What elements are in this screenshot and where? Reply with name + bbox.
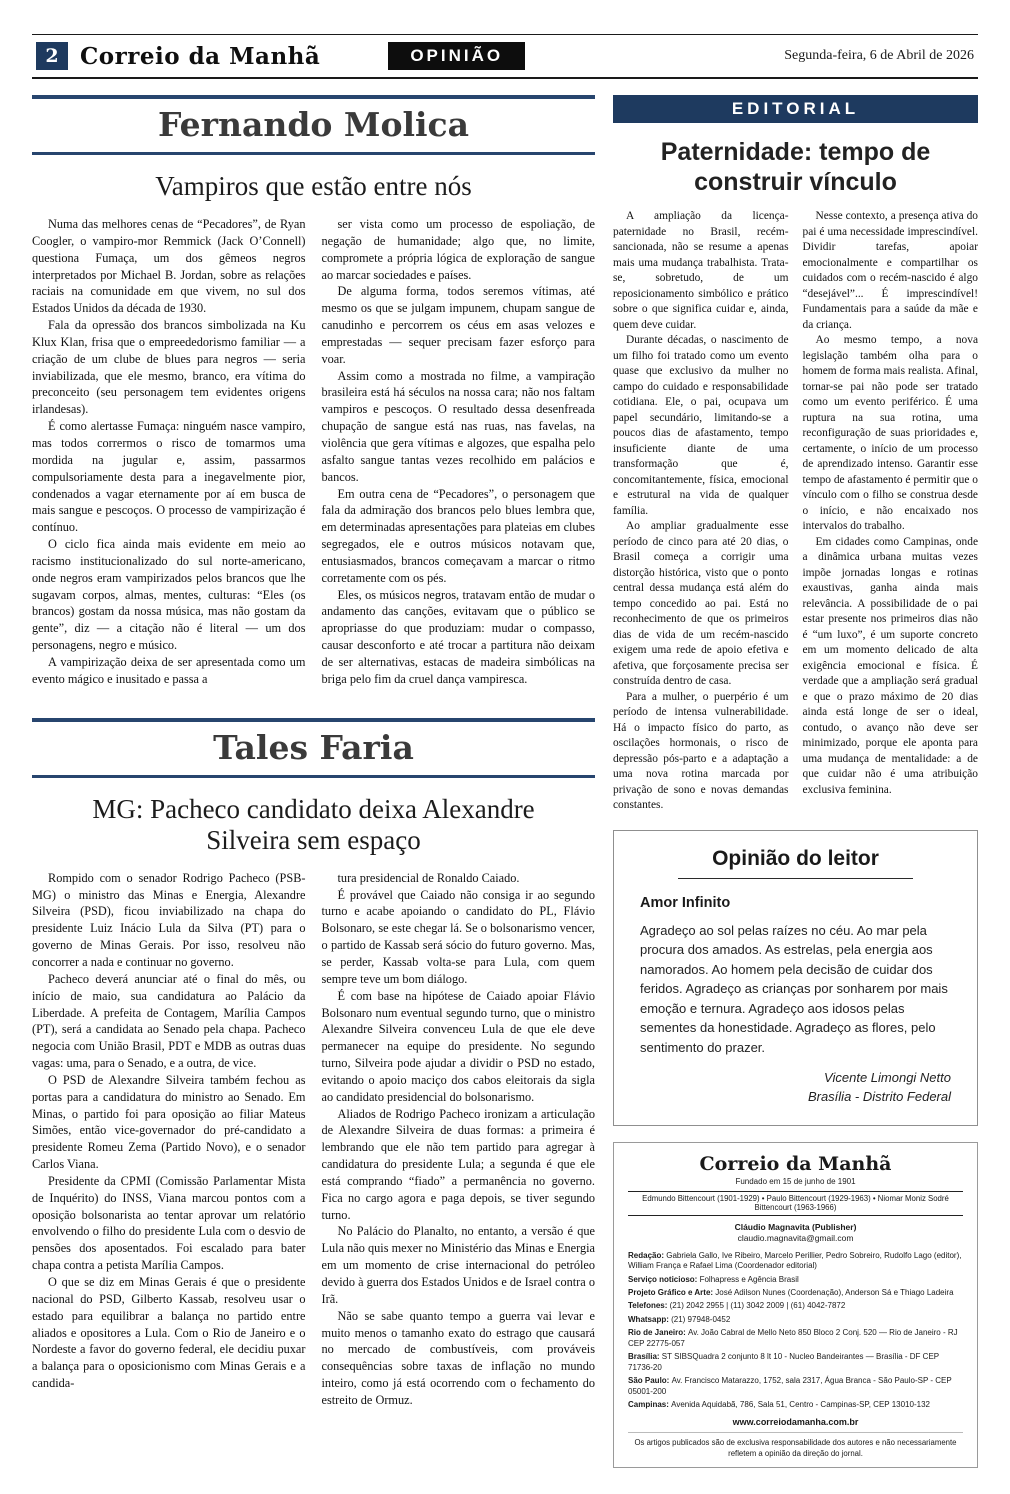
editorial-column-1 [613, 209, 789, 814]
paragraph: É como alertasse Fumaça: ninguém nasce vampiro, mas todos corrermos o risco de tomarmos uma mordida na jugular e, assim, passarmos compulsoriamente desta para a inegavelmente pior, condenados a vagar eternamente por aí em busca de mais sangue e pescoços. O processo de vampirização é contínuo. [32, 419, 306, 535]
masthead-box [613, 1142, 978, 1468]
editorial-body [613, 209, 978, 814]
paragraph: Assim como a mostrada no filme, a vampiração brasileira está há séculos na nossa cara; não nos faltam vampiros e pescoços. O resultado dessa desenfreada chupação de sangue está nas ruas, nas favelas, na violência que gera vítimas e algozes, que espalha pelo asfalto sangue tantas vezes recolhido em palácios e bancos. [321, 368, 595, 484]
masthead-info [628, 1251, 963, 1411]
editorial-title: Paternidade: tempo de construir vínculo [660, 138, 931, 196]
paragraph: Durante décadas, o nascimento de um filho foi tratado como um evento quase que exclusivo da mulher no campo do cuidado e responsabilidade cotidiana. Ele, o pai, ocupava um papel secundário, limitando-se a poucos dias de afastamento, tempo insuficiente diante de uma transformação que é, concomitantemente, física, emocional e estrutural na vida de qualquer família. [613, 334, 789, 517]
masthead-info-line: Projeto Gráfico e Arte: José Adilson Nunes (Coordenação), Anderson Sá e Thiago Ladeira [628, 1288, 954, 1298]
signature-name: Vicente Limongi Netto [824, 1070, 951, 1085]
signature-location: Brasília - Distrito Federal [807, 1088, 951, 1104]
letter-signature [640, 1069, 951, 1107]
masthead-info-line: Brasília: ST SIBSQuadra 2 conjunto 8 lt 10 - Nucleo Bandeirantes — Brasília - DF CEP 71736-20 [628, 1352, 939, 1372]
masthead-info-line: Redação: Gabriela Gallo, Ive Ribeiro, Marcelo Perillier, Pedro Sobreiro, Rudolfo Lago (editor), William França e Rafael Lima (Coordenador editorial) [628, 1250, 962, 1271]
masthead-website: www.correiodamanha.com.br [732, 1416, 859, 1427]
paragraph: Aliados de Rodrigo Pacheco ironizam a articulação de Alexandre Silveira de duas formas: a primeira é lembrando que ele não tem partido para agregar à candidatura do presidente Lula; a segunda é que ele está comprando “fiado” a permanência no governo. Fica no cargo agora e paga depois, se tiver segundo turno. [321, 1106, 595, 1222]
paragraph: Ao ampliar gradualmente esse período de cinco para até 20 dias, o Brasil começa a corrigir uma distorção histórica, visto que o ponto central dessa mudança está além do tempo concedido ao pai. Está no reconhecimento de que os primeiros dias de vida de um recém-nascido exigem uma rede de apoio efetiva e afetiva, que forçosamente precisa ser construída dentro de casa. [613, 520, 789, 687]
article-column-2 [322, 216, 596, 688]
article-column-2 [322, 870, 596, 1409]
paragraph: Eles, os músicos negros, tratavam então de mudar o andamento das canções, evitavam que o público se apropriasse do que produziam: mudar o compasso, causar desconforto e até trocar a partitura não deixam de ser alternativas, estacas de madeira simbólicas na briga pelo fim da cruel dança vampiresca. [321, 587, 595, 686]
article-vampiros [32, 95, 595, 688]
masthead-info-line: Serviço noticioso: Folhapress e Agência Brasil [628, 1274, 799, 1284]
author-rule-bottom [32, 152, 595, 155]
page-number-badge: 2 [36, 42, 68, 70]
article-column-1 [32, 216, 306, 688]
masthead-disclaimer: Os artigos publicados são de exclusiva responsabilidade dos autores e não necessariamente refletem a opinião da direção do jornal. [628, 1432, 963, 1459]
paragraph: O PSD de Alexandre Silveira também fechou as portas para a candidatura do ministro ao Senado. Em Minas, o partido foi para oposição ao filiar Mateus Simões, então vice-governador do pré-candidato a presidente Romeu Zema (Partido Novo), e o senador Carlos Viana. [32, 1072, 306, 1172]
paragraph: Rompido com o senador Rodrigo Pacheco (PSB-MG) o ministro das Minas e Energia, Alexandre Silveira (PSD), ficou inviabilizado na chapa do presidente Luiz Inácio Lula da Silva (PT) para o governo de Minas Gerais. Por isso, resolveu não concorrer a nada e continuar no governo. [32, 870, 306, 969]
paragraph: Fala da opressão dos brancos simbolizada na Ku Klux Klan, frisa que o empreededorismo familiar — a criação de um clube de blues para negros — seria inviabilizada, que ele mesmo, branco, era vítima do preconceito (seu personagem tem evidentes origens irlandesas). [32, 318, 306, 417]
masthead-founders: Edmundo Bittencourt (1901-1929) • Paulo Bittencourt (1929-1963) • Niomar Moniz Sodré Bittencourt (1963-1966) [628, 1191, 963, 1216]
paragraph: Ao mesmo tempo, a nova legislação também olha para o homem de forma mais realista. Afinal, tornar-se pai não pode ser tratado como um evento periférico. É uma ruptura na sua rotina, uma reconfiguração de suas prioridades e, certamente, o início de um processo de aprendizado intenso. Garantir esse tempo de afastamento é permitir que o vínculo com o filho se construa desde o início, e não encaixado nos intervalos do trabalho. [802, 334, 978, 532]
paragraph: No Palácio do Planalto, no entanto, a versão é que Lula não quis mexer no Ministério das Minas e Energia em um momento de crise internacional do petróleo devido à guerra dos Estados Unidos e de Israel contra o Irã. [321, 1224, 595, 1306]
left-column [32, 95, 595, 1468]
paragraph: Em outra cena de “Pecadores”, o personagem que fala da admiração dos brancos pelo blues lembra que, em determinadas apresentações para plateias em clubes segregados, ele e outros músicos notavam que, entusiasmados, brancos começavam a marcar o ritmo corretamente com os pés. [321, 486, 595, 585]
masthead-info-line: Rio de Janeiro: Av. João Cabral de Mello Neto 850 Bloco 2 Conj. 520 — Rio de Janeiro - RJ CEP 22775-057 [628, 1327, 958, 1348]
paragraph: Numa das melhores cenas de “Pecadores”, de Ryan Coogler, o vampiro-mor Remmick (Jack O’Connell) questiona Fumaça, um dos gêmeos negros interpretados por Michael B. Jordan, sobre as relações raciais na comunidade em que vivem, no sul dos Estados Unidos da década de 1930. [32, 217, 306, 316]
reader-opinion-box [613, 830, 978, 1126]
paragraph: ser vista como um processo de espoliação, de negação de humanidade; algo que, no limite, compromete a própria lógica de exploração de sangue ao marcar sociedades e países. [321, 217, 595, 282]
paragraph: Nesse contexto, a presença ativa do pai é uma necessidade imprescindível. Dividir tarefas, apoiar emocionalmente e compartilhar os cuidados com o recém-nascido é algo “desejável”... É imprescindível! Fundamentais para a saúde da mãe e da criança. [802, 210, 978, 331]
editorial [613, 95, 978, 814]
reader-opinion-title: Opinião do leitor [712, 846, 879, 870]
paragraph: A ampliação da licença-paternidade no Brasil, recém-sancionada, não se resume a apenas mais uma mudança trabalhista. Trata-se, sobretudo, de um reposicionamento simbólico e prático sobre o que significa cuidar e, ainda, quem deve cuidar. [613, 210, 789, 331]
letter-title: Amor Infinito [640, 894, 731, 911]
paragraph: Para a mulher, o puerpério é um período de intensa vulnerabilidade. Há o impacto físico do parto, as oscilações hormonais, o risco de depressão pós-parto e a adaptação a uma nova rotina marcada por privação de sono e novas demandas constantes. [613, 690, 789, 811]
letter-body: Agradeço ao sol pelas raízes no céu. Ao mar pela procura dos amados. As estrelas, pela energia aos namorados. Ao homem pela decisão de cuidar dos feridos. Agradeço as crianças por sonharem por mais emoção e ternura. Agradeço aos idosos pelas sementes da honestidade. Agradeço as flores, pelo sentimento do prazer. [640, 922, 948, 1055]
masthead-info-line: Whatsapp: (21) 97948-0452 [628, 1314, 731, 1324]
paragraph: O que se diz em Minas Gerais é que o presidente nacional do PSD, Gilberto Kassab, resolveu usar o estado para equilibrar a balança no partido entre aliados e opositores a Lula. Com o Rio de Janeiro e o Nordeste a favor do governo federal, ele decidiu puxar a balança para o oposicionismo com Minas Gerais e a candida- [32, 1275, 306, 1391]
paragraph: De alguma forma, todos seremos vítimas, até mesmo os que se julgam impunem, chupam sangue de canudinho e percorrem os céus em asas velozes e emprestadas — sequer precisam fazer esforço para voar. [321, 284, 595, 366]
paragraph: Não se sabe quanto tempo a guerra vai levar e muito menos o tamanho exato do estrago que causará no mercado de combustíveis, com prováveis consequências sobre taxas de inflação no mundo inteiro, como já está ocorrendo com o fechamento do estreito de Ormuz. [321, 1308, 595, 1407]
editorial-label: EDITORIAL [613, 95, 978, 123]
author-rule-bottom [32, 775, 595, 778]
article-body [32, 870, 595, 1409]
masthead-info-line: Campinas: Avenida Aquidabã, 786, Sala 51, Centro - Campinas-SP, CEP 13010-132 [628, 1400, 930, 1410]
article-body [32, 216, 595, 688]
content [32, 95, 978, 1468]
paragraph: É provável que Caiado não consiga ir ao segundo turno e acabe apoiando o candidato do PL, Flávio Bolsonaro, se este chegar lá. Se o bolsonarismo vencer, o partido de Kassab será sócio do futuro governo. Mas, se perder, Kassab volta-se para Lula, com quem sempre teve um bom diálogo. [321, 887, 595, 986]
paragraph: A vampirização deixa de ser apresentada como um evento mágico e inusitado e passa a [32, 654, 306, 686]
edition-date: Segunda-feira, 6 de Abril de 2026 [784, 48, 974, 63]
masthead-founded: Fundado em 15 de junho de 1901 [735, 1176, 856, 1186]
paragraph: O ciclo fica ainda mais evidente em meio ao racismo institucionalizado do sul norte-americano, onde negros eram vampirizados pelos brancos que lhe sugavam corpos, almas, mentes, culturas: “Eles (os brancos) gostam da nossa música, mas não gostam da gente”, diz — a citação não é literal — um dos personagens, negro e músico. [32, 537, 306, 653]
paragraph: Em cidades como Campinas, onde a dinâmica urbana muitas vezes impõe jornadas longas e rotinas exaustivas, ganha ainda mais relevância. A possibilidade de o pai estar presente nos primeiros dias não é “um luxo”, é um suporte concreto em um momento delicado de alta exigência emocional e física. É verdade que a ampliação será gradual e que o prazo máximo de 20 dias ainda está longe de ser o ideal, contudo, o avanço não deve ser minimizado, porque ele aponta para uma mudança de mentalidade: a de que cuidar não é uma atribuição exclusiva feminina. [802, 535, 978, 796]
masthead-info-line: Telefones: (21) 2042 2955 | (11) 3042 2009 | (61) 4042-7872 [628, 1301, 846, 1311]
paragraph: Presidente da CPMI (Comissão Parlamentar Mista de Inquérito) do INSS, Viana marcou pontos com a oposição bolsonarista ao tentar aprovar um relatório envolvendo o filho do presidente Lula com o desvio de pensões dos aposentados. Foi escalado para bater chapa contra a petista Marília Campos. [32, 1173, 306, 1273]
publisher-name: Cláudio Magnavita (Publisher) [734, 1221, 857, 1232]
article-column-1 [32, 870, 306, 1409]
article-title: Vampiros que estão entre nós [155, 171, 472, 201]
reader-title-divider [678, 878, 913, 879]
editorial-column-2 [803, 209, 979, 814]
masthead-info-line: São Paulo: Av. Francisco Matarazzo, 1752, sala 2317, Água Branca - São Paulo-SP - CEP 05001-200 [628, 1376, 952, 1396]
newspaper-logo: Correio da Manhã [80, 42, 321, 70]
paragraph: Pacheco deverá anunciar até o final do mês, ou início de maio, sua candidatura ao Palácio da Liberdade. A prefeita de Contagem, Marília Campos (PT), será a candidata ao Senado pela chapa. Pacheco negocia com União Brasil, PDT e MDB as outras duas vagas: uma, para o Senado, e a outra, de vice. [32, 971, 306, 1071]
publisher-email: claudio.magnavita@gmail.com [737, 1233, 854, 1244]
paragraph: É com base na hipótese de Caiado apoiar Flávio Bolsonaro num eventual segundo turno, que o ministro Alexandre Silveira convenceu Lula de que ele deve permanecer na equipe do presidente. No segundo turno, Silveira pode ajudar a dividir o PSD no estado, evitando o apoio maciço dos cabos eleitorais da sigla ao candidato presidencial do bolsonarismo. [321, 988, 595, 1104]
article-author: Fernando Molica [157, 105, 470, 144]
header [32, 34, 978, 79]
right-column [613, 95, 978, 1468]
article-title: MG: Pacheco candidato deixa Alexandre Silveira sem espaço [92, 793, 535, 855]
article-author: Tales Faria [213, 727, 414, 767]
masthead-logo: Correio da Manhã [699, 1152, 892, 1175]
paragraph: tura presidencial de Ronaldo Caiado. [337, 870, 520, 885]
masthead-publisher [628, 1222, 963, 1245]
article-pacheco [32, 718, 595, 1409]
section-badge: OPINIÃO [388, 42, 525, 70]
